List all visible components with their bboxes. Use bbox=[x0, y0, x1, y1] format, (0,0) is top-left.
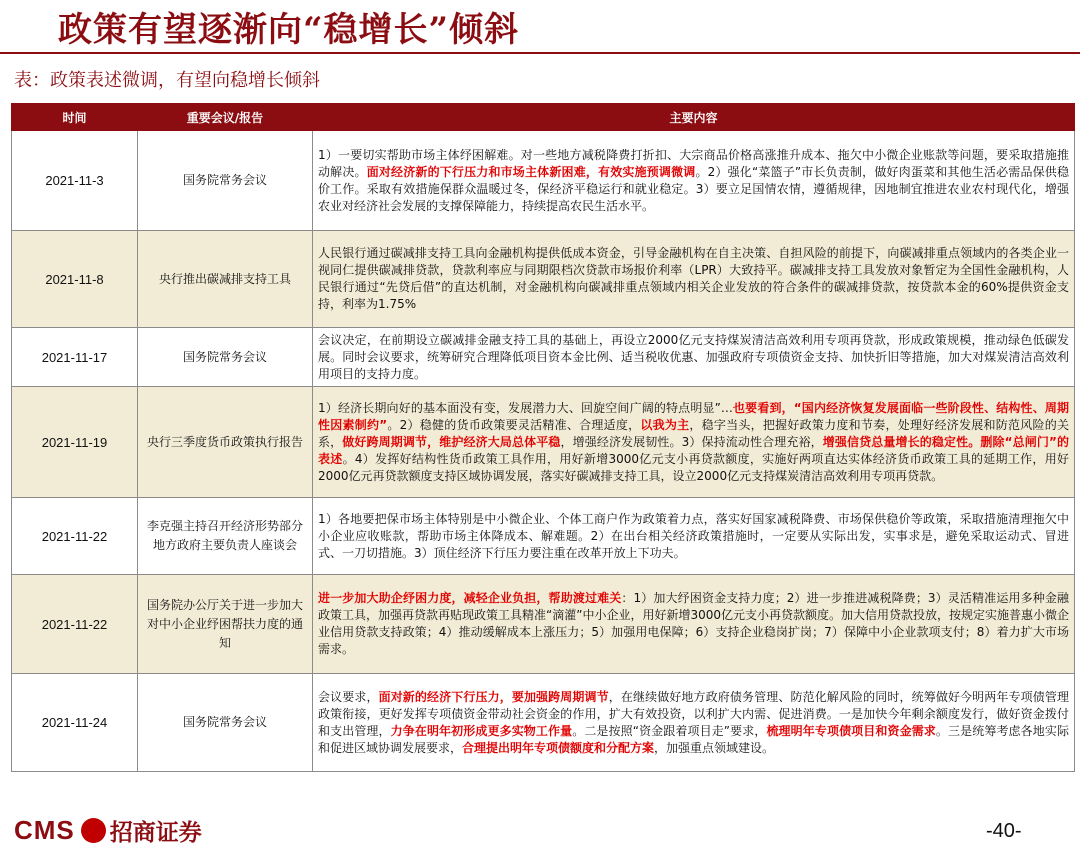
table-row bbox=[12, 387, 1075, 498]
content-text: ，加强重点领域建设。 bbox=[654, 740, 775, 755]
content-text: 人民银行通过碳减排支持工具向金融机构提供低成本资金，引导金融机构在自主决策、自担风险的前提下，向碳减排重点领域内的各类企业一视同仁提供碳减排贷款，贷款利率应与同期限档次贷款市场报价利率（LPR）大致持平。碳减排支持工具发放对象暂定为全国性金融机构，人民银行通过“先贷后借”的直达机制，对金融机构向碳减排重点领域内相关企业发放的符合条件的碳减排贷款，按贷款本金的60%提供资金支持，利率为1.75% bbox=[318, 246, 1069, 311]
logo-company-name: 招商证券 bbox=[109, 820, 202, 846]
content-text: 。三是统筹考虑各地实际和促进区域协调发展要求， bbox=[318, 723, 1069, 755]
company-logo bbox=[14, 814, 202, 847]
column-header-meeting: 重要会议/报告 bbox=[138, 104, 313, 131]
highlighted-text: 做好跨周期调节，维护经济大局总体平稳 bbox=[342, 434, 561, 449]
table-row bbox=[12, 498, 1075, 575]
highlighted-text: 也要看到，“国内经济恢复发展面临一些阶段性、结构性、周期性因素制约” bbox=[318, 400, 1069, 432]
highlighted-text: 力争在明年初形成更多实物工作量 bbox=[390, 723, 573, 738]
highlighted-text: 面对新的经济下行压力，要加强跨周期调节 bbox=[378, 689, 609, 704]
content-text: 。4）发挥好结构性货币政策工具作用，用好新增3000亿元支小再贷款额度，实施好两项直达实体经济货币政策工具的延期工作，用好2000亿元再贷款额度支持区域协调发展，落实好碳减排支持工具，设立2000亿元支持煤炭清洁高效利用专项再贷款。 bbox=[318, 451, 1069, 483]
logo-emblem-icon bbox=[81, 818, 106, 843]
cell-date: 2021-11-3 bbox=[12, 131, 138, 231]
table-row bbox=[12, 131, 1075, 231]
table-row bbox=[12, 575, 1075, 674]
cell-meeting: 国务院办公厅关于进一步加大对中小企业纾困帮扶力度的通知 bbox=[138, 575, 313, 674]
highlighted-text: 面对经济新的下行压力和市场主体新困难，有效实施预调微调 bbox=[366, 164, 696, 179]
table-row bbox=[12, 674, 1075, 772]
content-text: 1）各地要把保市场主体特别是中小微企业、个体工商户作为政策着力点，落实好国家减税降费、市场保供稳价等政策，采取措施清理拖欠中小企业应收账款，帮助市场主体降成本、解难题。2）在出台相关经济政策措施时，一定要从实际出发，实事求是，避免采取运动式、冒进式、一刀切措施。3）顶住经济下行压力要注重在改革开放上下功夫。 bbox=[318, 511, 1069, 560]
logo-text: CMS bbox=[14, 815, 75, 845]
content-text: ，稳字当头，把握好政策力度和节奏，处理好经济发展和防范风险的关系， bbox=[318, 417, 1069, 449]
content-text: 1）经济长期向好的基本面没有变，发展潜力大、回旋空间广阔的特点明显”… bbox=[318, 400, 733, 415]
cell-date: 2021-11-8 bbox=[12, 231, 138, 328]
content-text: 会议决定，在前期设立碳减排金融支持工具的基础上，再设立2000亿元支持煤炭清洁高效利用专项再贷款，形成政策规模，推动绿色低碳发展。同时会议要求，统筹研究合理降低项目资本金比例、适当税收优惠、加强政府专项债资金支持、加快折旧等措施，加大对煤炭清洁高效利用项目的支持力度。 bbox=[318, 332, 1069, 381]
content-text: 。2）强化“菜篮子”市长负责制，做好肉蛋菜和其他生活必需品保供稳价工作。采取有效措施保群众温暖过冬，保经济平稳运行和就业稳定。3）要立足国情农情，遵循规律，因地制宜推进农业农村现代化，增强农业对经济社会发展的支撑保障能力，持续提高农民生活水平。 bbox=[318, 164, 1069, 213]
highlighted-text: 进一步加大助企纾困力度，减轻企业负担，帮助渡过难关 bbox=[318, 591, 622, 605]
content-text: ，在继续做好地方政府债务管理、防范化解风险的同时，统筹做好今明两年专项债管理政策衔接，更好发挥专项债资金带动社会资金的作用，扩大有效投资，以利扩大内需、促进消费。一是加快今年剩余额度发行，做好资金拨付和支出管理， bbox=[318, 689, 1069, 738]
page-title: 政策有望逐渐向“稳增长”倾斜 bbox=[58, 10, 520, 50]
table-header-row bbox=[12, 104, 1075, 131]
cell-meeting: 央行推出碳减排支持工具 bbox=[138, 231, 313, 328]
content-text: ，增强经济发展韧性。3）保持流动性合理充裕， bbox=[560, 434, 823, 449]
highlighted-text: 梳理明年专项债项目和资金需求 bbox=[766, 723, 936, 738]
cell-content bbox=[313, 231, 1075, 328]
cell-content bbox=[313, 674, 1075, 772]
cell-content bbox=[313, 575, 1075, 674]
cell-meeting: 国务院常务会议 bbox=[138, 328, 313, 387]
highlighted-text: 合理提出明年专项债额度和分配方案 bbox=[462, 740, 655, 755]
cell-content bbox=[313, 387, 1075, 498]
cell-date: 2021-11-22 bbox=[12, 575, 138, 674]
cell-content bbox=[313, 498, 1075, 575]
cell-meeting: 国务院常务会议 bbox=[138, 131, 313, 231]
cell-date: 2021-11-19 bbox=[12, 387, 138, 498]
cell-date: 2021-11-24 bbox=[12, 674, 138, 772]
cell-date: 2021-11-17 bbox=[12, 328, 138, 387]
column-header-date: 时间 bbox=[12, 104, 138, 131]
title-divider bbox=[0, 52, 1080, 54]
cell-date: 2021-11-22 bbox=[12, 498, 138, 575]
column-header-content: 主要内容 bbox=[313, 104, 1075, 131]
cell-content bbox=[313, 131, 1075, 231]
cell-meeting: 央行三季度货币政策执行报告 bbox=[138, 387, 313, 498]
cell-meeting: 国务院常务会议 bbox=[138, 674, 313, 772]
policy-table bbox=[11, 103, 1075, 772]
content-text: 。2）稳健的货币政策要灵活精准、合理适度， bbox=[387, 417, 641, 432]
table-row bbox=[12, 231, 1075, 328]
highlighted-text: 以我为主 bbox=[640, 417, 690, 432]
table-row bbox=[12, 328, 1075, 387]
content-text: ：1）加大纾困资金支持力度；2）进一步推进减税降费；3）灵活精准运用多种金融政策工具，加强再贷款再贴现政策工具精准“滴灌”中小企业，用好新增3000亿元支小再贷款额度。加大信用贷款投放，按规定实施普惠小微企业信用贷款支持政策；4）推动缓解成本上涨压力；5）加强用电保障；6）支持企业稳岗扩岗；7）保障中小企业款项支付；8）着力扩大市场需求。 bbox=[318, 591, 1069, 656]
cell-meeting: 李克强主持召开经济形势部分地方政府主要负责人座谈会 bbox=[138, 498, 313, 575]
cell-content bbox=[313, 328, 1075, 387]
page-number: -40- bbox=[986, 820, 1022, 842]
table-caption: 表：政策表述微调，有望向稳增长倾斜 bbox=[14, 70, 320, 91]
content-text: 。二是按照“资金跟着项目走”要求， bbox=[572, 723, 767, 738]
content-text: 1）一要切实帮助市场主体纾困解难。对一些地方减税降费打折扣、大宗商品价格高涨推升成本、拖欠中小微企业账款等问题，要采取措施推动解决。 bbox=[318, 147, 1069, 179]
highlighted-text: 增强信贷总量增长的稳定性。删除“总闸门”的表述 bbox=[318, 434, 1069, 466]
content-text: 会议要求， bbox=[318, 689, 379, 704]
